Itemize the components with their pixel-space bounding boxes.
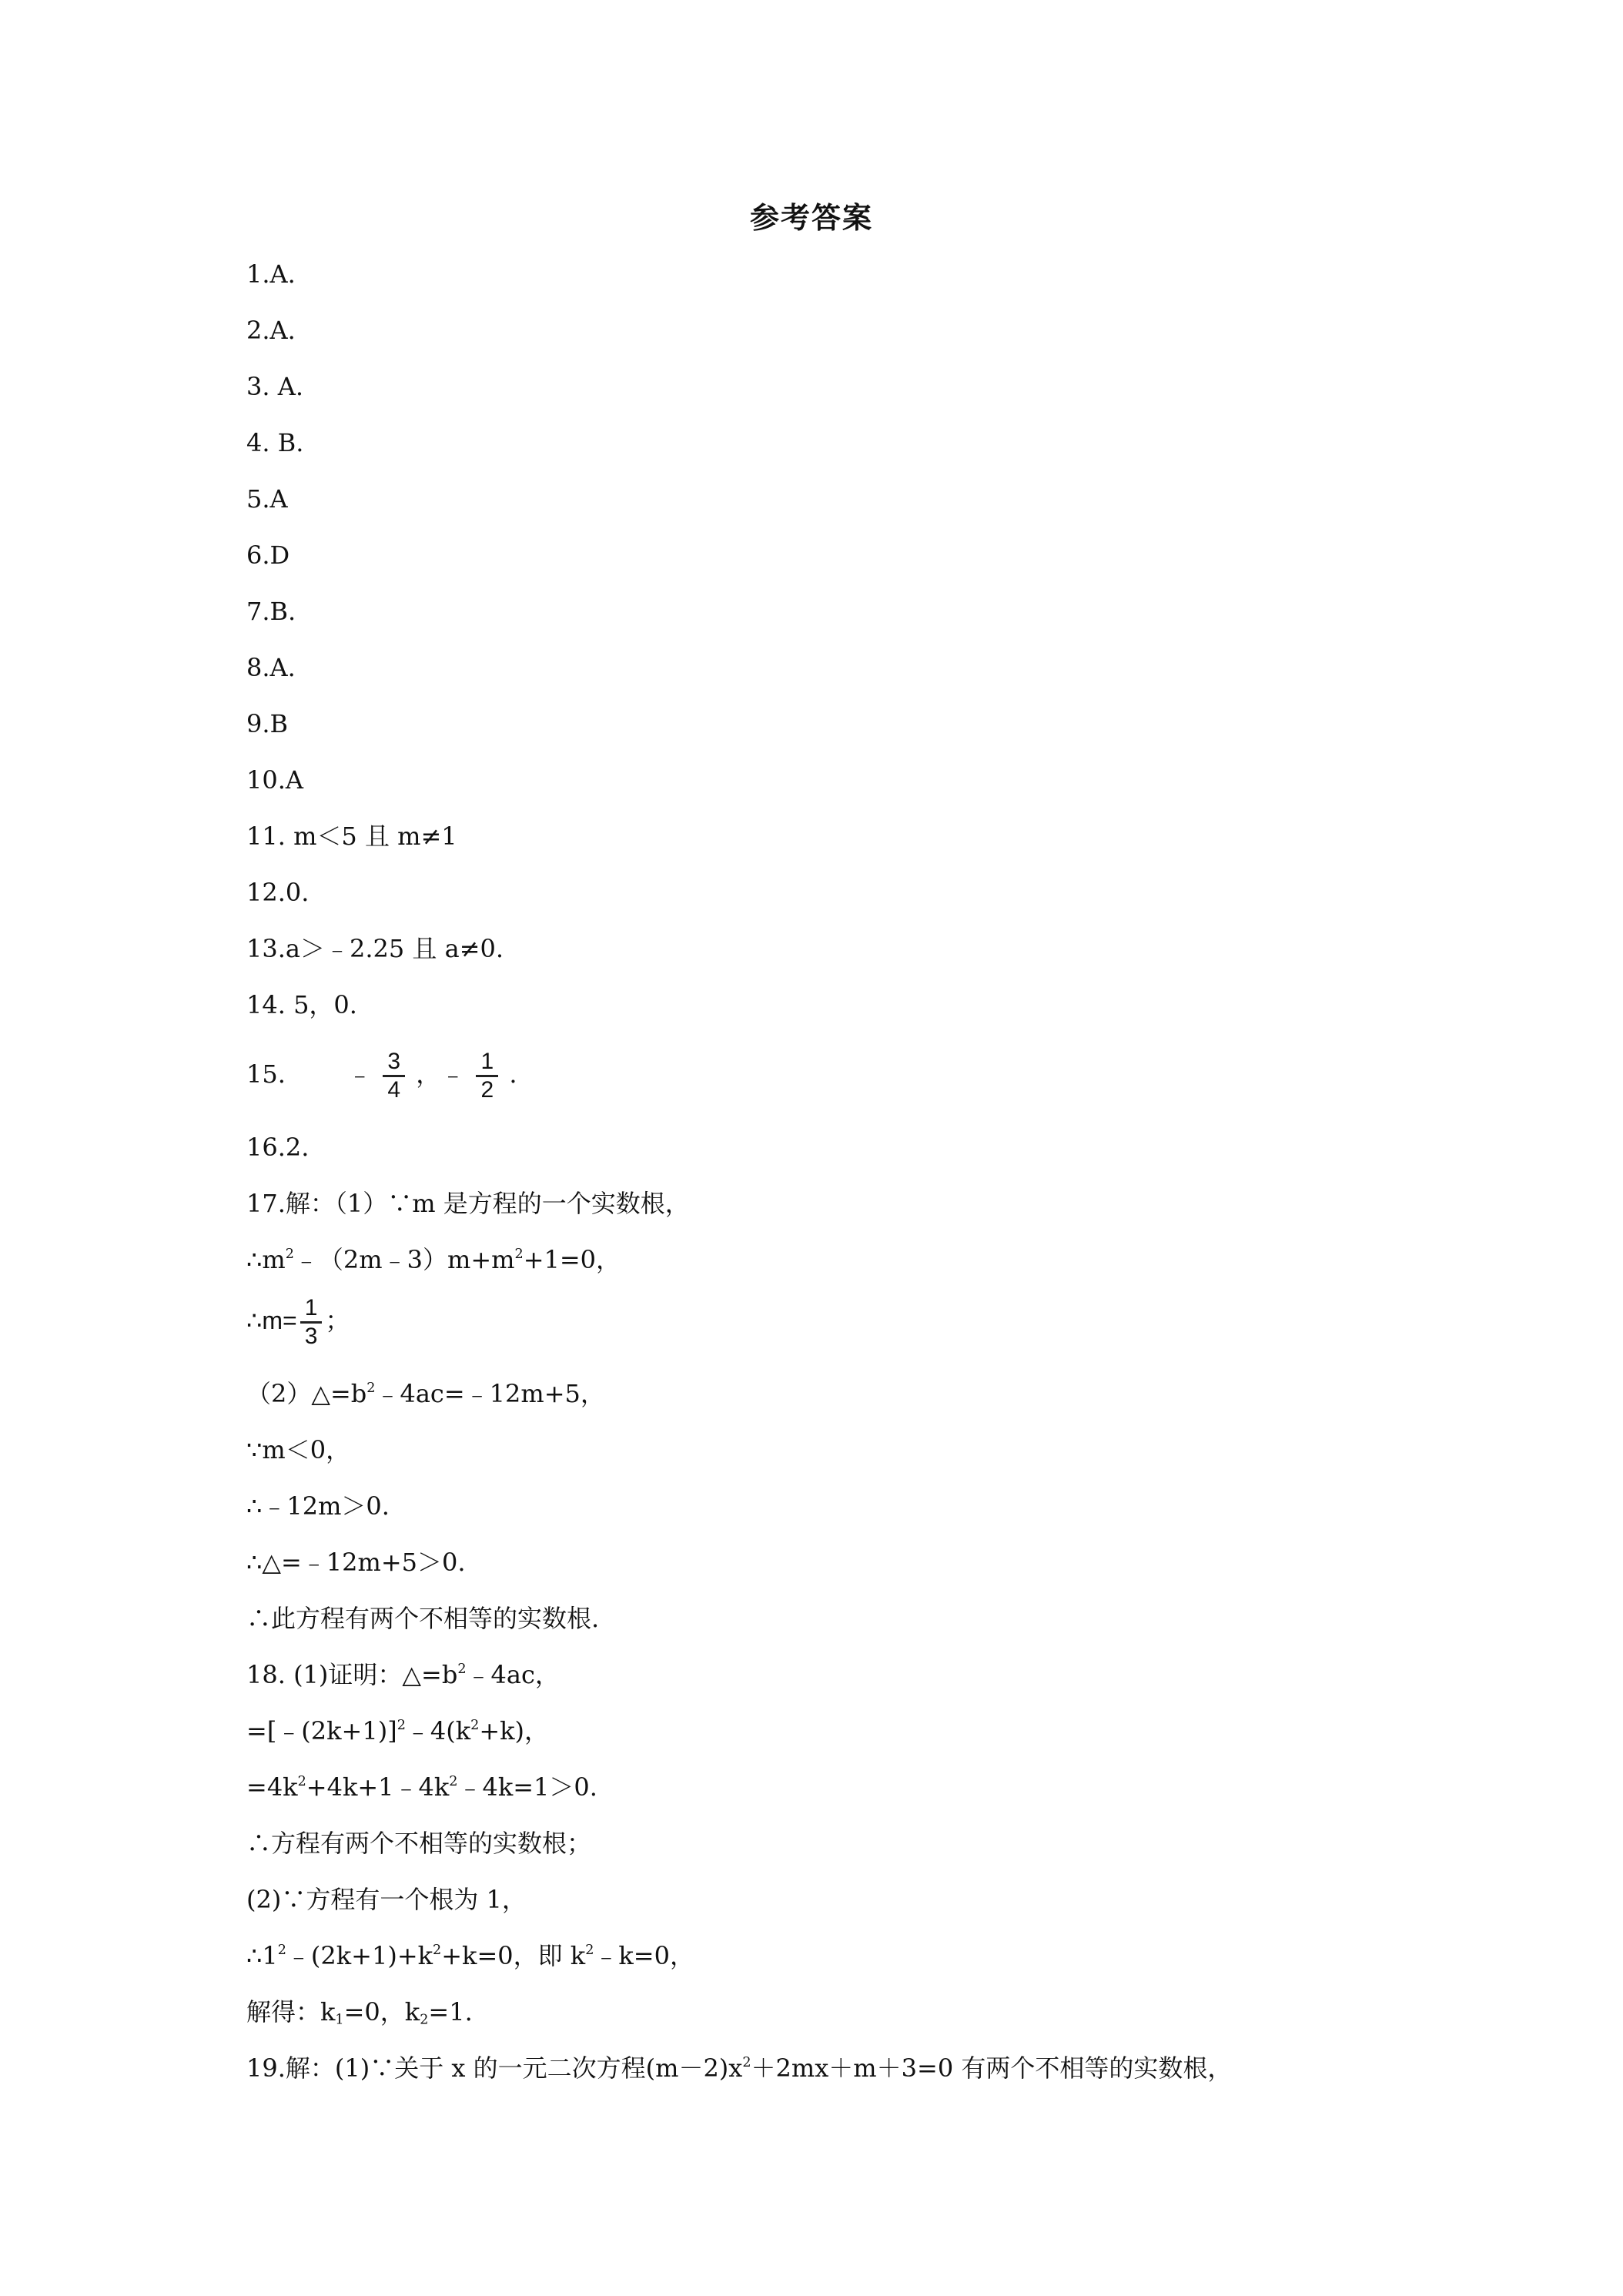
q18-l3-part-c: ﹣4k=1＞0. [457,1772,597,1802]
q19-l1-part-a: 19.解：(1)∵关于 x 的一元二次方程(m－2)x [246,2053,743,2083]
q17-line-8: ∴此方程有两个不相等的实数根. [246,1604,600,1633]
q18-l7-subscript-2: 2 [420,2012,429,2028]
answer-4: 4. B. [246,428,304,457]
answer-10: 10.A [246,765,303,795]
q19-l1-part-b: ＋2mx＋m＋3=0 有两个不相等的实数根， [751,2053,1233,2083]
q18-l7-part-a: 解得：k [246,1997,336,2027]
q17-l4-part-a: （2）△=b [246,1379,367,1408]
answer-12: 12.0. [246,878,310,907]
q18-line-2 [246,1715,549,1746]
q17-l2-part-a: ∴m [246,1245,286,1274]
q18-l7-part-c: =1. [428,1997,473,2027]
q18-l3-part-a: =4k [246,1772,298,1802]
answer-13: 13.a＞﹣2.25 且 a≠0. [246,934,504,963]
q17-l4-part-b: ﹣4ac=﹣12m+5， [375,1379,605,1408]
q18-l1-part-a: 18. (1)证明：△=b [246,1660,458,1689]
q18-l1-exponent: 2 [457,1661,467,1677]
fraction-1-sign: ﹣ [347,1060,373,1088]
q19-l1-exponent: 2 [742,2054,751,2070]
answer-15-end: . [509,1059,517,1089]
q17-line-7: ∴△=﹣12m+5＞0. [246,1548,466,1577]
fraction-2-denominator: 2 [476,1075,498,1102]
answer-16: 16.2. [246,1133,310,1162]
q18-line-3 [246,1772,597,1802]
fraction-one-third [300,1297,323,1348]
q18-l2-part-c: +k)， [479,1716,550,1745]
q18-l6-exponent-2: 2 [433,1942,442,1958]
answer-6: 6.D [246,541,290,570]
answer-5: 5.A [246,484,288,514]
q18-l2-exponent-1: 2 [397,1717,406,1733]
page-title: 参考答案 [749,201,873,235]
fraction-2-numerator: 1 [480,1049,494,1074]
fraction-1-numerator: 3 [387,1049,401,1074]
q18-line-5: (2)∵方程有一个根为 1， [246,1885,527,1914]
q18-line-1 [246,1659,560,1690]
q18-l6-exponent-3: 2 [585,1942,594,1958]
q17-line-5: ∵m＜0， [246,1435,351,1464]
fraction-separator: ，﹣ [416,1059,466,1089]
q18-line-7 [246,1996,473,2027]
q17-line-3 [246,1294,350,1348]
q18-l7-subscript-1: 1 [335,2012,344,2028]
q18-l3-exponent-2: 2 [449,1773,458,1789]
answer-9: 9.B [246,709,289,738]
fraction-one-half [476,1050,498,1102]
q18-l6-part-a: ∴1 [246,1941,278,1970]
q17-l2-part-c: +1=0， [523,1245,621,1274]
q19-line-1 [246,2053,1232,2083]
q18-l2-exponent-2: 2 [470,1717,480,1733]
answer-3: 3. A. [246,372,303,401]
q17-l2-part-b: ﹣（2m﹣3）m+m [293,1245,515,1274]
answer-14: 14. 5，0. [246,990,357,1019]
q18-l6-part-d: ﹣k=0， [594,1941,694,1970]
answer-15 [246,1047,517,1102]
answer-1: 1.A. [246,259,296,289]
q17-l3-end: ； [325,1306,350,1335]
answer-8: 8.A. [246,653,296,682]
fraction-3-numerator: 1 [304,1295,318,1320]
q17-l2-exponent-2: 2 [514,1246,524,1262]
q17-l4-exponent: 2 [366,1380,376,1396]
q17-line-1: 17.解：（1）∵m 是方程的一个实数根， [246,1189,690,1218]
q17-line-2 [246,1244,621,1275]
q18-l1-part-b: ﹣4ac， [466,1660,560,1689]
q18-line-4: ∴方程有两个不相等的实数根； [246,1829,592,1858]
answer-15-label: 15. [246,1059,286,1089]
q18-l3-exponent-1: 2 [297,1773,306,1789]
q18-l6-part-b: ﹣(2k+1)+k [286,1941,433,1970]
q18-l3-part-b: +4k+1﹣4k [306,1772,450,1802]
q18-line-6 [246,1940,694,1971]
q18-l2-part-b: ﹣4(k [405,1716,471,1745]
q18-l2-part-a: =[﹣(2k+1)] [246,1716,397,1745]
q17-l3-part-a: ∴m= [246,1307,297,1334]
q18-l7-part-b: =0，k [343,1997,420,2027]
fraction-three-quarters [383,1050,405,1102]
fraction-3-denominator: 3 [300,1321,323,1348]
q17-line-4 [246,1378,605,1409]
q17-l2-exponent-1: 2 [285,1246,294,1262]
fraction-1-denominator: 4 [383,1075,405,1102]
q18-l6-exponent-1: 2 [277,1942,286,1958]
q18-l6-part-c: +k=0，即 k [441,1941,586,1970]
answer-2: 2.A. [246,316,296,345]
q17-line-6: ∴﹣12m＞0. [246,1491,390,1521]
answer-11: 11. m＜5 且 m≠1 [246,822,457,851]
answer-7: 7.B. [246,597,296,626]
